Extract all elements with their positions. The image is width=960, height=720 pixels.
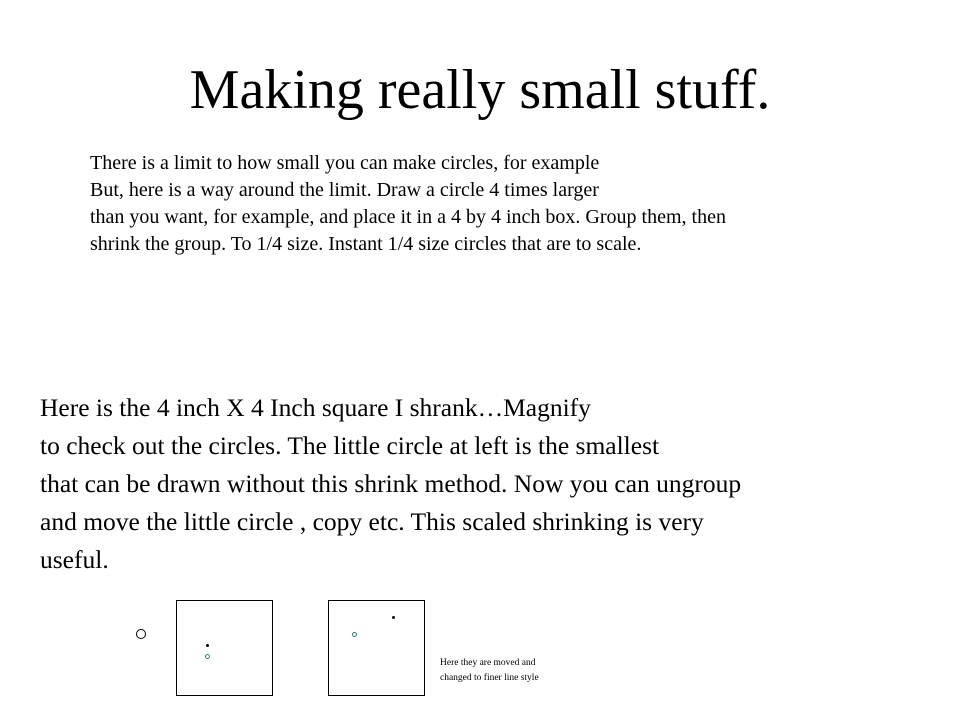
body-line: useful. [40,545,109,574]
tiny-circle-shape[interactable] [392,616,395,619]
smallest-circle-shape[interactable] [136,629,146,639]
intro-paragraph [90,150,890,258]
slide-title: Making really small stuff. [189,59,771,121]
moved-circles-note [440,656,600,686]
body-line: Here is the 4 inch X 4 Inch square I shrank…Magnify [40,393,591,422]
tiny-circle-shape[interactable] [352,632,357,637]
intro-line: shrink the group. To 1/4 size. Instant 1/4 size circles that are to scale. [90,233,642,255]
moved-circles-square-box[interactable] [328,600,425,696]
intro-line: There is a limit to how small you can make circles, for example [90,152,600,174]
intro-line: than you want, for example, and place it in a 4 by 4 inch box. Group them, then [90,206,726,228]
body-line: that can be drawn without this shrink method. Now you can ungroup [40,469,742,498]
tiny-circle-shape[interactable] [206,644,209,647]
shrunk-square-box[interactable] [176,600,273,696]
body-paragraph [40,389,940,579]
body-line: and move the little circle , copy etc. This scaled shrinking is very [40,507,704,536]
note-line: Here they are moved and [440,658,536,668]
body-line: to check out the circles. The little circle at left is the smallest [40,431,660,460]
intro-line: But, here is a way around the limit. Draw a circle 4 times larger [90,179,599,201]
tiny-circle-shape[interactable] [205,654,210,659]
note-line: changed to finer line style [440,673,539,683]
